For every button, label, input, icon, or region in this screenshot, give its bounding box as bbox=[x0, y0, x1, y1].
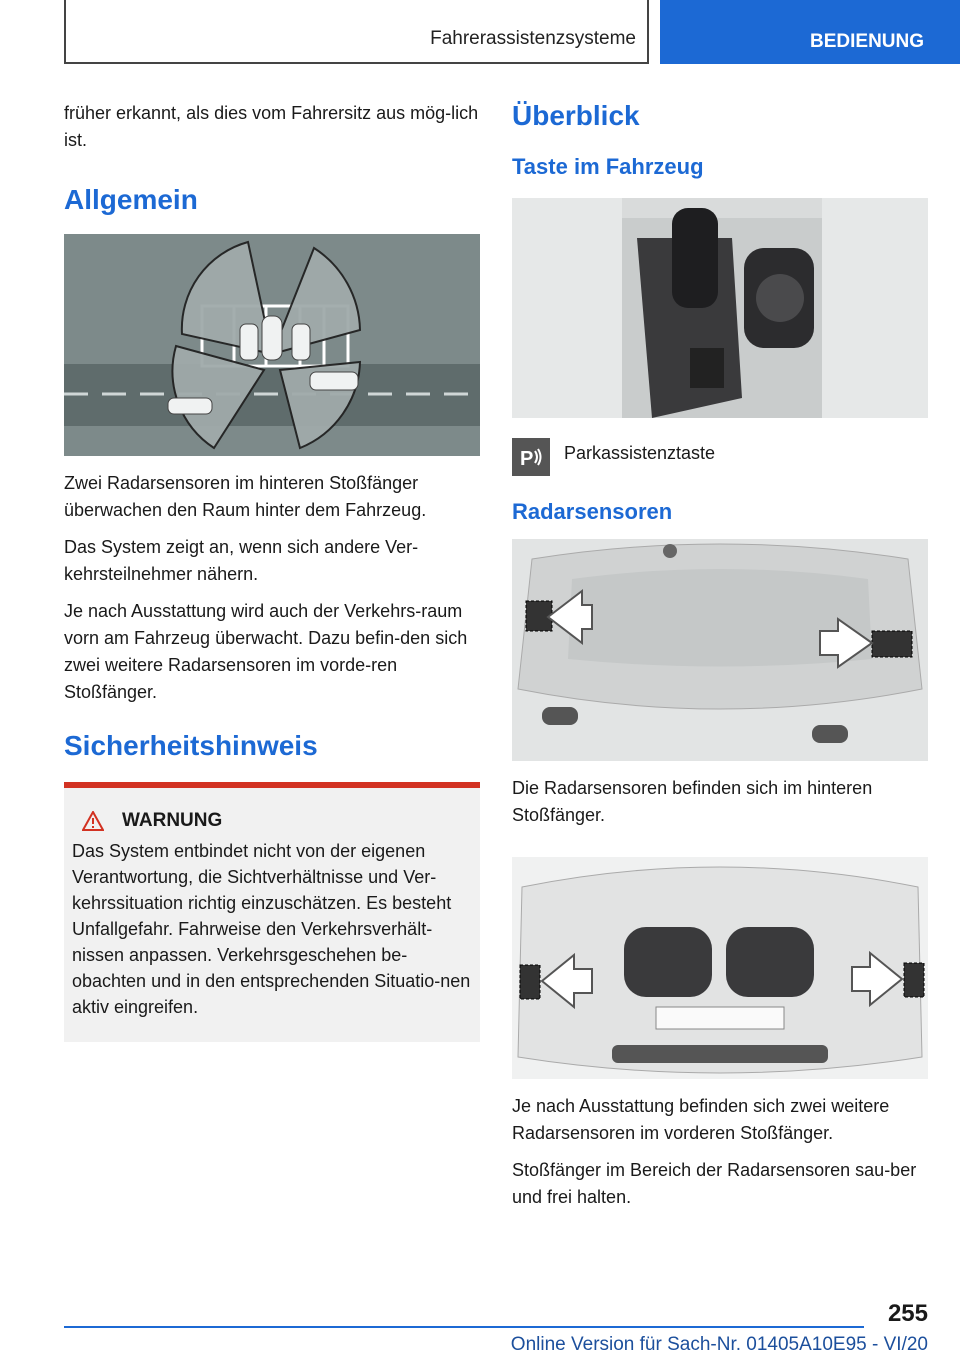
header-section-title: Fahrerassistenzsysteme bbox=[430, 28, 636, 49]
paragraph-front-sensors: Je nach Ausstattung wird auch der Verkehrs-raum vorn am Fahrzeug überwacht. Dazu befin-den sich zwei weitere Radarsensoren im vorde-ren Stoßfänger. bbox=[64, 601, 468, 702]
park-assist-icon bbox=[517, 443, 545, 471]
radar-coverage-illustration bbox=[64, 234, 480, 456]
warning-box bbox=[64, 782, 480, 1042]
rear-bumper-sensors-photo bbox=[512, 539, 928, 761]
right-column bbox=[512, 100, 928, 1221]
warning-triangle-icon bbox=[82, 811, 104, 831]
footer-divider bbox=[64, 1326, 864, 1328]
park-assist-button-icon[interactable] bbox=[512, 438, 550, 476]
front-bumper-sensors-photo bbox=[512, 857, 928, 1079]
button-legend-row bbox=[512, 438, 928, 477]
heading-taste-im-fahrzeug: Taste im Fahrzeug bbox=[512, 154, 704, 179]
heading-sicherheitshinweis: Sicherheitshinweis bbox=[64, 730, 318, 761]
warning-header bbox=[72, 810, 472, 832]
heading-allgemein: Allgemein bbox=[64, 184, 198, 215]
left-column bbox=[64, 100, 480, 1042]
page-number: 255 bbox=[887, 1300, 928, 1327]
clean-sensors-note: Stoßfänger im Bereich der Radarsensoren sau-ber und frei halten. bbox=[512, 1160, 917, 1207]
intro-text: früher erkannt, als dies vom Fahrersitz aus mög-lich ist. bbox=[64, 103, 479, 150]
warning-text: Das System entbindet nicht von der eigenen Verantwortung, die Sichtverhältnisse und Ver-kehrssituation richtig einzuschätzen. Es besteht Unfallgefahr. Fahrweise den Verkehrsverhält-nissen anpassen. Verkehrsgeschehen be-obachten und in den entsprechenden Situatio-nen aktiv eingreifen. bbox=[72, 841, 471, 1017]
heading-ueberblick: Überblick bbox=[512, 100, 640, 131]
center-console-photo bbox=[512, 198, 928, 418]
footer-version-text: Online Version für Sach-Nr. 01405A10E95 - VI/20 bbox=[510, 1334, 928, 1355]
rear-sensors-caption: Die Radarsensoren befinden sich im hinteren Stoßfänger. bbox=[512, 778, 873, 825]
paragraph-rear-sensors: Zwei Radarsensoren im hinteren Stoßfänger überwachen den Raum hinter dem Fahrzeug. bbox=[64, 473, 427, 520]
front-sensors-caption: Je nach Ausstattung befinden sich zwei weitere Radarsensoren im vorderen Stoßfänger. bbox=[512, 1096, 890, 1143]
paragraph-system-warning: Das System zeigt an, wenn sich andere Ver-kehrsteilnehmer nähern. bbox=[64, 537, 419, 584]
header-chapter-tab[interactable]: BEDIENUNG bbox=[660, 0, 960, 64]
warning-title: WARNUNG bbox=[122, 810, 223, 831]
park-assist-button-label: Parkassistenztaste bbox=[564, 443, 716, 463]
heading-radarsensoren: Radarsensoren bbox=[512, 499, 673, 524]
svg-text:P: P bbox=[520, 448, 534, 470]
